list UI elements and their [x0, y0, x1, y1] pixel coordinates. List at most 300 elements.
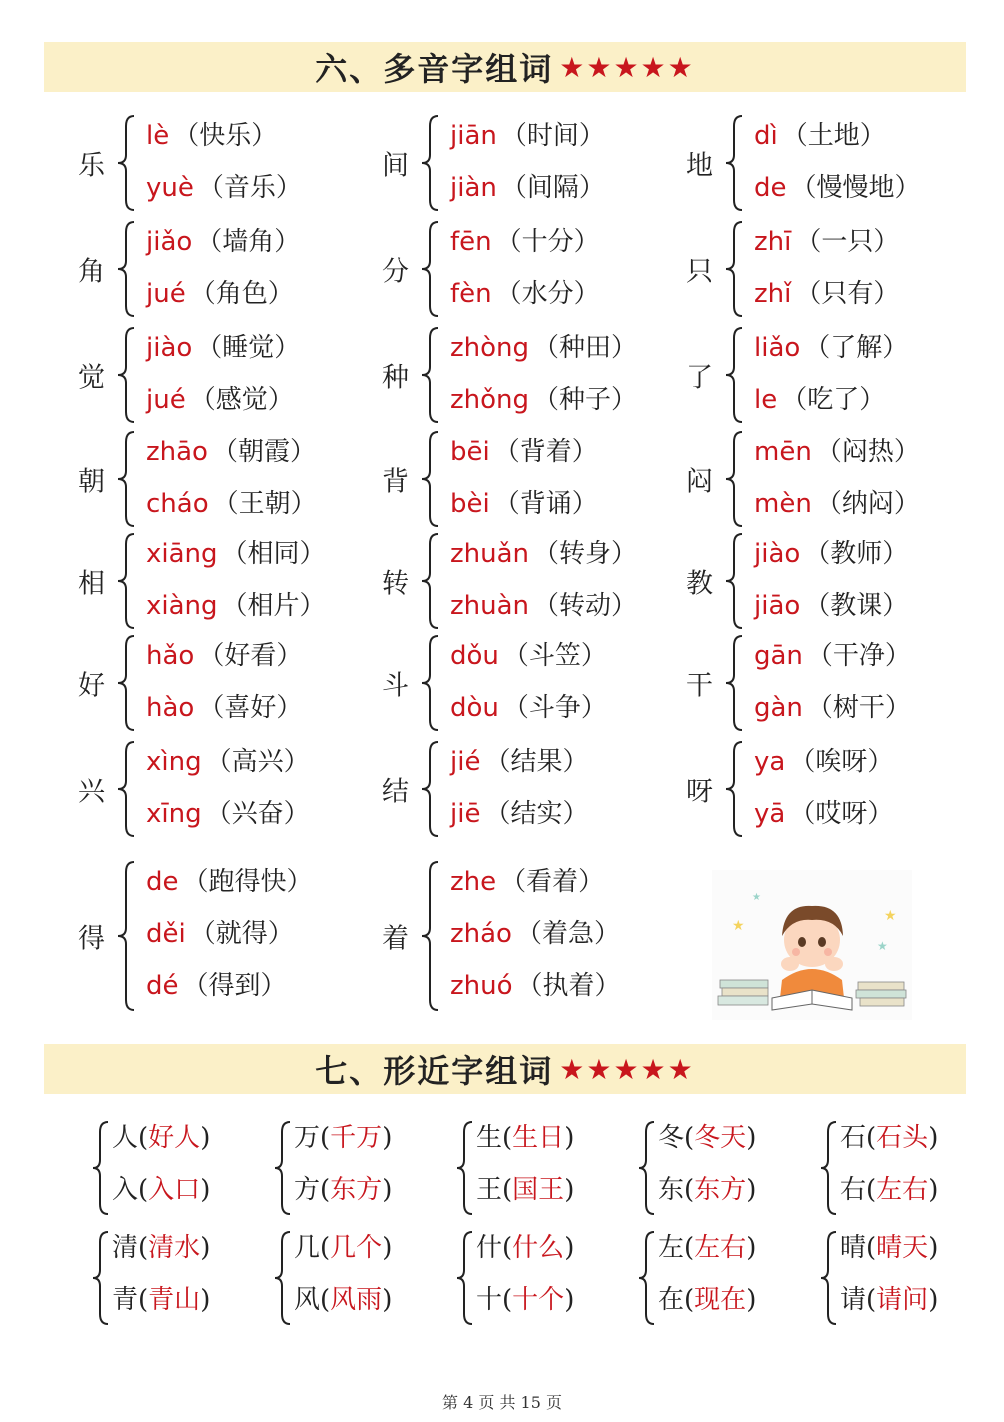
- reading-line: [754, 794, 893, 834]
- similar-char-word: 几个: [330, 1233, 383, 1263]
- reading-line: [146, 914, 294, 954]
- pinyin: jiē: [450, 799, 481, 829]
- paren-close: ): [928, 1233, 939, 1263]
- brace-icon: [722, 430, 746, 528]
- polyphone-group: [78, 736, 378, 842]
- reading-line: [754, 484, 920, 524]
- reading-line: [754, 380, 885, 420]
- brace-icon: [418, 326, 442, 424]
- reading-line: [754, 274, 899, 314]
- reading-line: [754, 688, 911, 728]
- pinyin: de: [754, 173, 787, 203]
- polyphone-group: [78, 426, 378, 532]
- similar-char-pair: [636, 1226, 806, 1330]
- reading-line: [146, 274, 294, 314]
- pinyin: jié: [450, 747, 481, 777]
- polyphone-char: 乐: [78, 150, 105, 182]
- similar-char: 请: [840, 1285, 867, 1315]
- brace-icon: [418, 430, 442, 528]
- similar-char-pair: [272, 1116, 442, 1220]
- brace-icon: [114, 740, 138, 838]
- similar-char: 万: [294, 1123, 321, 1153]
- reading-line: [754, 168, 921, 208]
- similar-char-word: 冬天: [694, 1123, 747, 1153]
- polyphone-char: 只: [686, 256, 713, 288]
- pinyin: dì: [754, 121, 778, 151]
- brace-icon: [722, 532, 746, 630]
- paren-open: (: [502, 1175, 513, 1205]
- pinyin: zhī: [754, 227, 792, 257]
- polyphone-char: 兴: [78, 776, 105, 808]
- reading-line: [450, 432, 598, 472]
- polyphone-group: [382, 736, 682, 842]
- paren-close: ): [564, 1175, 575, 1205]
- paren-open: (: [138, 1123, 149, 1153]
- reading-line: [146, 380, 294, 420]
- paren-open: (: [502, 1285, 513, 1315]
- brace-icon: [272, 1228, 292, 1328]
- polyphone-group: [78, 216, 378, 322]
- example-word: （就得）: [189, 919, 294, 949]
- similar-char-pair: [636, 1116, 806, 1220]
- pinyin: zhuó: [450, 971, 513, 1001]
- example-word: （墙角）: [196, 227, 301, 257]
- page-footer: 第 4 页 共 15 页: [442, 1393, 562, 1412]
- brace-icon: [636, 1228, 656, 1328]
- example-word: （种田）: [533, 333, 638, 363]
- similar-char-pair: [90, 1226, 260, 1330]
- example-word: （转身）: [533, 539, 638, 569]
- paren-close: ): [928, 1175, 939, 1205]
- pinyin: jué: [146, 279, 186, 309]
- pinyin: dòu: [450, 693, 499, 723]
- pinyin: hǎo: [146, 641, 195, 671]
- similar-char-line: [476, 1280, 574, 1320]
- similar-char-word: 石头: [876, 1123, 929, 1153]
- similar-char-line: [112, 1228, 210, 1268]
- section-7-stars: ★★★★★: [559, 1052, 695, 1086]
- example-word: （纳闷）: [815, 489, 920, 519]
- similar-char: 王: [476, 1175, 503, 1205]
- brace-icon: [722, 220, 746, 318]
- similar-char-line: [476, 1170, 574, 1210]
- paren-close: ): [746, 1233, 757, 1263]
- similar-char-word: 东方: [694, 1175, 747, 1205]
- similar-char-word: 生日: [512, 1123, 565, 1153]
- section-6-title: 六、多音字组词: [315, 50, 554, 88]
- reading-line: [754, 328, 908, 368]
- similar-char: 十: [476, 1285, 503, 1315]
- svg-text:★: ★: [877, 939, 888, 953]
- brace-icon: [818, 1228, 838, 1328]
- svg-text:★: ★: [752, 892, 761, 903]
- reading-line: [146, 862, 313, 902]
- example-word: （十分）: [495, 227, 600, 257]
- similar-char-word: 东方: [330, 1175, 383, 1205]
- example-word: （背着）: [493, 437, 598, 467]
- similar-char-line: [476, 1118, 574, 1158]
- paren-close: ): [928, 1123, 939, 1153]
- similar-char-pair: [818, 1226, 988, 1330]
- paren-close: ): [382, 1233, 393, 1263]
- example-word: （结实）: [484, 799, 589, 829]
- pinyin: fèn: [450, 279, 492, 309]
- pinyin: liǎo: [754, 333, 801, 363]
- pinyin: jiào: [754, 539, 801, 569]
- reading-line: [146, 966, 287, 1006]
- section-6-banner: [44, 42, 966, 92]
- example-word: （闷热）: [815, 437, 920, 467]
- example-word: （种子）: [533, 385, 638, 415]
- brace-icon: [722, 326, 746, 424]
- reading-line: [450, 274, 600, 314]
- polyphone-group: [686, 736, 986, 842]
- similar-char-word: 左右: [694, 1233, 747, 1263]
- reading-line: [146, 484, 317, 524]
- brace-icon: [114, 220, 138, 318]
- example-word: （快乐）: [173, 121, 278, 151]
- brace-icon: [722, 634, 746, 732]
- example-word: （教师）: [804, 539, 909, 569]
- similar-char-line: [294, 1228, 392, 1268]
- paren-close: ): [200, 1233, 211, 1263]
- reading-line: [450, 794, 588, 834]
- polyphone-group: [382, 322, 682, 428]
- example-word: （感觉）: [189, 385, 294, 415]
- brace-icon: [90, 1228, 110, 1328]
- reading-line: [450, 586, 637, 626]
- polyphone-char: 干: [686, 670, 713, 702]
- similar-char-line: [112, 1280, 210, 1320]
- example-word: （喜好）: [198, 693, 303, 723]
- pinyin: bēi: [450, 437, 490, 467]
- example-word: （睡觉）: [196, 333, 301, 363]
- paren-close: ): [928, 1285, 939, 1315]
- example-word: （背诵）: [493, 489, 598, 519]
- example-word: （只有）: [795, 279, 900, 309]
- polyphone-group: [78, 322, 378, 428]
- paren-open: (: [866, 1285, 877, 1315]
- similar-char-word: 好人: [148, 1123, 201, 1153]
- polyphone-group: [78, 630, 378, 736]
- polyphone-group: [382, 528, 682, 634]
- reading-line: [450, 966, 621, 1006]
- pinyin: zháo: [450, 919, 512, 949]
- pinyin: zhuǎn: [450, 539, 530, 569]
- paren-close: ): [746, 1175, 757, 1205]
- similar-char-line: [840, 1280, 938, 1320]
- polyphone-char: 间: [382, 150, 409, 182]
- pinyin: mèn: [754, 489, 812, 519]
- polyphone-char: 了: [686, 362, 713, 394]
- similar-char: 在: [658, 1285, 685, 1315]
- pinyin: bèi: [450, 489, 490, 519]
- pinyin: zhuàn: [450, 591, 530, 621]
- reading-line: [146, 742, 310, 782]
- polyphone-char: 闷: [686, 466, 713, 498]
- similar-char: 方: [294, 1175, 321, 1205]
- paren-open: (: [684, 1123, 695, 1153]
- svg-text:★: ★: [732, 918, 745, 934]
- reading-line: [146, 534, 326, 574]
- pinyin: zhǒng: [450, 385, 530, 415]
- paren-open: (: [138, 1233, 149, 1263]
- example-word: （音乐）: [197, 173, 302, 203]
- paren-close: ): [200, 1175, 211, 1205]
- example-word: （高兴）: [205, 747, 310, 777]
- polyphone-char: 角: [78, 256, 105, 288]
- paren-open: (: [320, 1123, 331, 1153]
- brace-icon: [272, 1118, 292, 1218]
- similar-char-word: 国王: [512, 1175, 565, 1205]
- pinyin: ya: [754, 747, 786, 777]
- pinyin: gàn: [754, 693, 803, 723]
- pinyin: yuè: [146, 173, 194, 203]
- paren-close: ): [564, 1233, 575, 1263]
- pinyin: xìng: [146, 747, 202, 777]
- example-word: （了解）: [804, 333, 909, 363]
- pinyin: xiàng: [146, 591, 218, 621]
- example-word: （好看）: [198, 641, 303, 671]
- brace-icon: [114, 114, 138, 212]
- reading-line: [146, 636, 302, 676]
- polyphone-group: [686, 426, 986, 532]
- brace-icon: [454, 1228, 474, 1328]
- similar-char: 清: [112, 1233, 139, 1263]
- polyphone-group: [78, 528, 378, 634]
- reading-line: [450, 328, 637, 368]
- polyphone-char: 教: [686, 568, 713, 600]
- similar-char: 晴: [840, 1233, 867, 1263]
- example-word: （转动）: [533, 591, 638, 621]
- similar-char-line: [840, 1228, 938, 1268]
- polyphone-group: [382, 630, 682, 736]
- reading-line: [754, 432, 920, 472]
- pinyin: zhòng: [450, 333, 530, 363]
- example-word: （时间）: [500, 121, 605, 151]
- polyphone-group: [686, 110, 986, 216]
- svg-text:★: ★: [884, 908, 897, 924]
- similar-char-pair: [272, 1226, 442, 1330]
- brace-icon: [636, 1118, 656, 1218]
- similar-char-pair: [454, 1226, 624, 1330]
- similar-char-word: 千万: [330, 1123, 383, 1153]
- pinyin: jué: [146, 385, 186, 415]
- example-word: （王朝）: [212, 489, 317, 519]
- similar-char-line: [840, 1170, 938, 1210]
- example-word: （教课）: [804, 591, 909, 621]
- polyphone-group: [686, 630, 986, 736]
- similar-char: 入: [112, 1175, 139, 1205]
- similar-char-line: [658, 1170, 756, 1210]
- polyphone-char: 好: [78, 670, 105, 702]
- polyphone-char: 背: [382, 466, 409, 498]
- pinyin: xiāng: [146, 539, 218, 569]
- polyphone-char: 地: [686, 150, 713, 182]
- example-word: （水分）: [495, 279, 600, 309]
- similar-char-line: [112, 1118, 210, 1158]
- similar-char: 左: [658, 1233, 685, 1263]
- polyphone-char: 得: [78, 923, 105, 955]
- example-word: （土地）: [781, 121, 886, 151]
- pinyin: hào: [146, 693, 195, 723]
- polyphone-char: 觉: [78, 362, 105, 394]
- similar-char-pair: [90, 1116, 260, 1220]
- reading-line: [146, 794, 310, 834]
- polyphone-char: 斗: [382, 670, 409, 702]
- brace-icon: [454, 1118, 474, 1218]
- polyphone-char: 朝: [78, 466, 105, 498]
- pinyin: jiàn: [450, 173, 497, 203]
- polyphone-group: [686, 322, 986, 428]
- section-7-banner: [44, 1044, 966, 1094]
- reading-line: [754, 742, 893, 782]
- example-word: （间隔）: [500, 173, 605, 203]
- polyphone-group: [382, 110, 682, 216]
- pinyin: mēn: [754, 437, 812, 467]
- paren-open: (: [502, 1233, 513, 1263]
- example-word: （着急）: [515, 919, 620, 949]
- pinyin: gān: [754, 641, 803, 671]
- brace-icon: [418, 740, 442, 838]
- polyphone-char: 呀: [686, 776, 713, 808]
- reading-line: [450, 742, 588, 782]
- section-7-title: 七、形近字组词: [315, 1052, 554, 1090]
- similar-char-word: 风雨: [330, 1285, 383, 1315]
- reading-line: [146, 432, 316, 472]
- example-word: （兴奋）: [205, 799, 310, 829]
- paren-open: (: [684, 1175, 695, 1205]
- reading-line: [146, 688, 302, 728]
- similar-char-word: 十个: [512, 1285, 565, 1315]
- similar-char-line: [112, 1170, 210, 1210]
- reading-line: [754, 116, 886, 156]
- example-word: （慢慢地）: [790, 173, 921, 203]
- paren-open: (: [684, 1285, 695, 1315]
- polyphone-group: [382, 856, 682, 1016]
- reading-line: [450, 168, 605, 208]
- brace-icon: [90, 1118, 110, 1218]
- example-word: （相同）: [221, 539, 326, 569]
- section-6-stars: ★★★★★: [559, 50, 695, 84]
- similar-char: 青: [112, 1285, 139, 1315]
- paren-open: (: [320, 1233, 331, 1263]
- polyphone-group: [686, 528, 986, 634]
- similar-char-line: [840, 1118, 938, 1158]
- example-word: （朝霞）: [211, 437, 316, 467]
- reading-line: [146, 222, 300, 262]
- reading-line: [450, 484, 598, 524]
- similar-char-line: [294, 1170, 392, 1210]
- boy-studying-illustration: [712, 870, 912, 1020]
- pinyin: dé: [146, 971, 179, 1001]
- pinyin: lè: [146, 121, 170, 151]
- brace-icon: [418, 860, 442, 1012]
- reading-line: [754, 586, 908, 626]
- paren-open: (: [138, 1285, 149, 1315]
- similar-char-pair: [454, 1116, 624, 1220]
- example-word: （一只）: [795, 227, 900, 257]
- paren-close: ): [746, 1123, 757, 1153]
- similar-char: 东: [658, 1175, 685, 1205]
- similar-char-word: 请问: [876, 1285, 929, 1315]
- example-word: （跑得快）: [182, 867, 313, 897]
- similar-char-word: 晴天: [876, 1233, 929, 1263]
- brace-icon: [722, 114, 746, 212]
- pinyin: zhāo: [146, 437, 208, 467]
- example-word: （执着）: [516, 971, 621, 1001]
- reading-line: [450, 914, 620, 954]
- paren-open: (: [866, 1233, 877, 1263]
- reading-line: [146, 586, 326, 626]
- brace-icon: [418, 114, 442, 212]
- brace-icon: [114, 532, 138, 630]
- similar-char-line: [658, 1118, 756, 1158]
- brace-icon: [418, 634, 442, 732]
- reading-line: [450, 862, 604, 902]
- pinyin: le: [754, 385, 778, 415]
- similar-char-line: [658, 1280, 756, 1320]
- similar-char: 生: [476, 1123, 503, 1153]
- paren-close: ): [382, 1285, 393, 1315]
- brace-icon: [114, 860, 138, 1012]
- example-word: （斗笠）: [502, 641, 607, 671]
- pinyin: xīng: [146, 799, 202, 829]
- polyphone-group: [78, 110, 378, 216]
- example-word: （得到）: [182, 971, 287, 1001]
- similar-char-line: [658, 1228, 756, 1268]
- example-word: （角色）: [189, 279, 294, 309]
- pinyin: děi: [146, 919, 186, 949]
- paren-open: (: [320, 1175, 331, 1205]
- reading-line: [146, 168, 302, 208]
- paren-open: (: [138, 1175, 149, 1205]
- similar-char-word: 清水: [148, 1233, 201, 1263]
- paren-open: (: [866, 1123, 877, 1153]
- similar-char: 几: [294, 1233, 321, 1263]
- pinyin: jiǎo: [146, 227, 193, 257]
- reading-line: [754, 534, 908, 574]
- brace-icon: [722, 740, 746, 838]
- pinyin: jiāo: [754, 591, 801, 621]
- similar-char-line: [294, 1118, 392, 1158]
- pinyin: jiān: [450, 121, 497, 151]
- example-word: （干净）: [806, 641, 911, 671]
- example-word: （看着）: [500, 867, 605, 897]
- similar-char: 右: [840, 1175, 867, 1205]
- brace-icon: [418, 532, 442, 630]
- polyphone-group: [686, 216, 986, 322]
- similar-char: 石: [840, 1123, 867, 1153]
- paren-open: (: [866, 1175, 877, 1205]
- similar-char-line: [476, 1228, 574, 1268]
- reading-line: [450, 688, 607, 728]
- brace-icon: [114, 634, 138, 732]
- pinyin: cháo: [146, 489, 209, 519]
- reading-line: [450, 380, 637, 420]
- paren-close: ): [564, 1285, 575, 1315]
- paren-close: ): [200, 1285, 211, 1315]
- pinyin: dǒu: [450, 641, 499, 671]
- paren-close: ): [564, 1123, 575, 1153]
- reading-line: [450, 534, 637, 574]
- brace-icon: [114, 326, 138, 424]
- similar-char-word: 什么: [512, 1233, 565, 1263]
- paren-close: ): [200, 1123, 211, 1153]
- brace-icon: [114, 430, 138, 528]
- example-word: （哎呀）: [789, 799, 894, 829]
- pinyin: fēn: [450, 227, 492, 257]
